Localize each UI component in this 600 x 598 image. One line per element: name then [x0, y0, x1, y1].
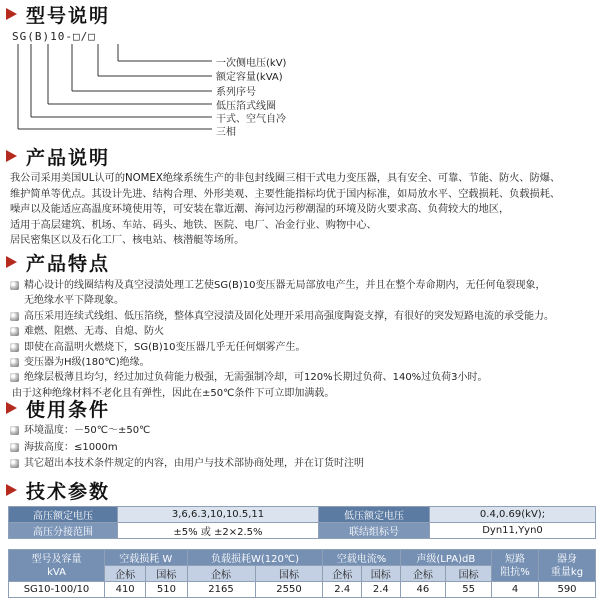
heading-marker-icon: [6, 484, 17, 496]
feature-item: 由于这种绝缘材料不老化且有弹性，因此在±50℃条件下可立即加满载。: [12, 387, 335, 399]
header-weight: 器身 重量kg: [539, 550, 596, 582]
feature-item: 无绝缘水平下降现象。: [24, 295, 124, 307]
table-cell: 410: [105, 582, 146, 598]
section-heading-conditions: [6, 395, 110, 421]
bullet-icon: [10, 459, 19, 468]
section-title: 型号说明: [26, 4, 111, 27]
legend-item: 额定容量(kVA): [216, 72, 283, 83]
paragraph-line: 适用于高层建筑、机场、车站、码头、地铁、医院、电厂、冶金行业、购物中心、: [10, 219, 377, 231]
table-cell: 3,6,6.3,10,10.5,11: [118, 507, 319, 523]
table-cell: 高压分接范围: [9, 523, 118, 539]
condition-item: 环境温度：－50℃～±50℃: [10, 423, 590, 440]
feature-item: 高压采用连续式线组、低压箔绕，整体真空浸渍及固化处理开采用高强度陶瓷支撑，有很好的突发短路电流的承受能力。: [10, 309, 595, 324]
section-heading-description: [6, 143, 110, 169]
header-current: 空载电流%: [323, 550, 400, 566]
paragraph-line: 维护简单等优点。其设计先进、结构合理、外形美观、主要性能指标均优于国内标准，如局放水平、空载损耗、负载损耗、: [10, 188, 561, 200]
subheader-cell: 企标: [400, 566, 446, 582]
header-noise: 声级(LPA)dB: [400, 550, 491, 566]
legend-item: 一次侧电压(kV): [216, 58, 287, 69]
table-cell: 2.4: [362, 582, 401, 598]
condition-item: 海拔高度：≤1000m: [10, 440, 590, 457]
legend-item: 干式、空气自冷: [216, 114, 286, 125]
table-cell: Dyn11,Yyn0: [430, 523, 596, 539]
table-cell: 590: [539, 582, 596, 598]
header-model-line2: kVA: [47, 566, 66, 578]
table-cell: 4: [492, 582, 539, 598]
subheader-cell: 企标: [187, 566, 255, 582]
model-code: SG(B)10-□/□: [12, 30, 96, 43]
condition-item: 其它超出本技术条件规定的内容，由用户与技术部协商处理，并在订货时注明: [10, 456, 590, 473]
legend-item: 低压箔式线圈: [216, 101, 276, 112]
table-cell: 联结组标号: [319, 523, 430, 539]
table-cell: ±5% 或 ±2×2.5%: [118, 523, 319, 539]
section-heading-features: [6, 249, 110, 275]
section-title: 技术参数: [26, 480, 111, 503]
paragraph-line: 我公司采用美国UL认可的NOMEX绝缘系统生产的非包封线圈三相干式电力变压器，具有安全、可靠、节能、防火、防爆、: [10, 173, 561, 184]
legend-item: 系列序号: [216, 87, 256, 98]
table-cell: 510: [146, 582, 187, 598]
table-cell: 0.4,0.69(kV);: [430, 507, 596, 523]
table-cell: 46: [400, 582, 446, 598]
tech-params-table: [8, 506, 596, 539]
spec-table: [8, 549, 596, 598]
subheader-cell: 国标: [255, 566, 323, 582]
bullet-icon: [10, 312, 19, 321]
bullet-icon: [10, 373, 19, 382]
model-code-diagram: [0, 0, 600, 140]
table-cell: 低压额定电压: [319, 507, 430, 523]
table-cell: 55: [446, 582, 492, 598]
subheader-cell: 国标: [146, 566, 187, 582]
section-title: 使用条件: [26, 398, 111, 421]
table-cell: 2550: [255, 582, 323, 598]
bullet-icon: [10, 281, 19, 290]
subheader-cell: 国标: [362, 566, 401, 582]
section-heading-tech: [6, 477, 110, 503]
table-cell: 高压额定电压: [9, 507, 118, 523]
bullet-icon: [10, 426, 19, 435]
feature-item: 精心设计的线圈结构及真空浸渍处理工艺使SG(B)10变压器无局部放电产生，并且在整个寿命期内，无任何龟裂现象，: [10, 278, 595, 293]
table-cell: SG10-100/10: [9, 582, 105, 598]
heading-marker-icon: [6, 402, 17, 414]
table-cell: 2.4: [323, 582, 362, 598]
header-impedance: 短路 阻抗%: [492, 550, 539, 582]
bullet-icon: [10, 343, 19, 352]
table-header-row: [9, 550, 596, 566]
section-title: 产品特点: [26, 252, 111, 275]
conditions-list: [10, 423, 590, 473]
table-row: [9, 507, 596, 523]
header-model-line1: 型号及容量: [31, 553, 82, 565]
header-noload: 空载损耗 W: [105, 550, 188, 566]
section-title: 产品说明: [26, 146, 111, 169]
paragraph-line: 噪声以及能适应高温度环境使用等，可安装在靠近潮、海河边污秽潮湿的环境及防火要求高、负荷较大的地区，: [10, 204, 510, 216]
feature-item: 即使在高温明火燃烧下，SG(B)10变压器几乎无任何烟雾产生。: [10, 340, 595, 355]
bullet-icon: [10, 358, 19, 367]
header-model: [9, 550, 105, 582]
bullet-icon: [10, 327, 19, 336]
header-load: 负载损耗W(120℃): [187, 550, 323, 566]
table-row: [9, 523, 596, 539]
feature-item: 难燃、阻燃、无毒、自熄、防火: [10, 324, 595, 339]
feature-item: 变压器为H级(180℃)绝缘。: [10, 355, 595, 370]
subheader-cell: 企标: [323, 566, 362, 582]
feature-item: 绝缘层极薄且均匀，经过加过负荷能力极强，无需强制冷却，可120%长期过负荷、140%过负荷3小时。: [10, 370, 595, 385]
paragraph-line: 居民密集区以及石化工厂、核电站、核潜艇等场所。: [10, 235, 245, 247]
legend-item: 三相: [216, 127, 236, 138]
subheader-cell: 国标: [446, 566, 492, 582]
product-description: [10, 171, 585, 249]
table-cell: 2165: [187, 582, 255, 598]
heading-marker-icon: [6, 150, 17, 162]
heading-marker-icon: [6, 256, 17, 268]
features-list: [10, 278, 595, 401]
subheader-cell: 企标: [105, 566, 146, 582]
bullet-icon: [10, 443, 19, 452]
table-row: [9, 582, 596, 598]
